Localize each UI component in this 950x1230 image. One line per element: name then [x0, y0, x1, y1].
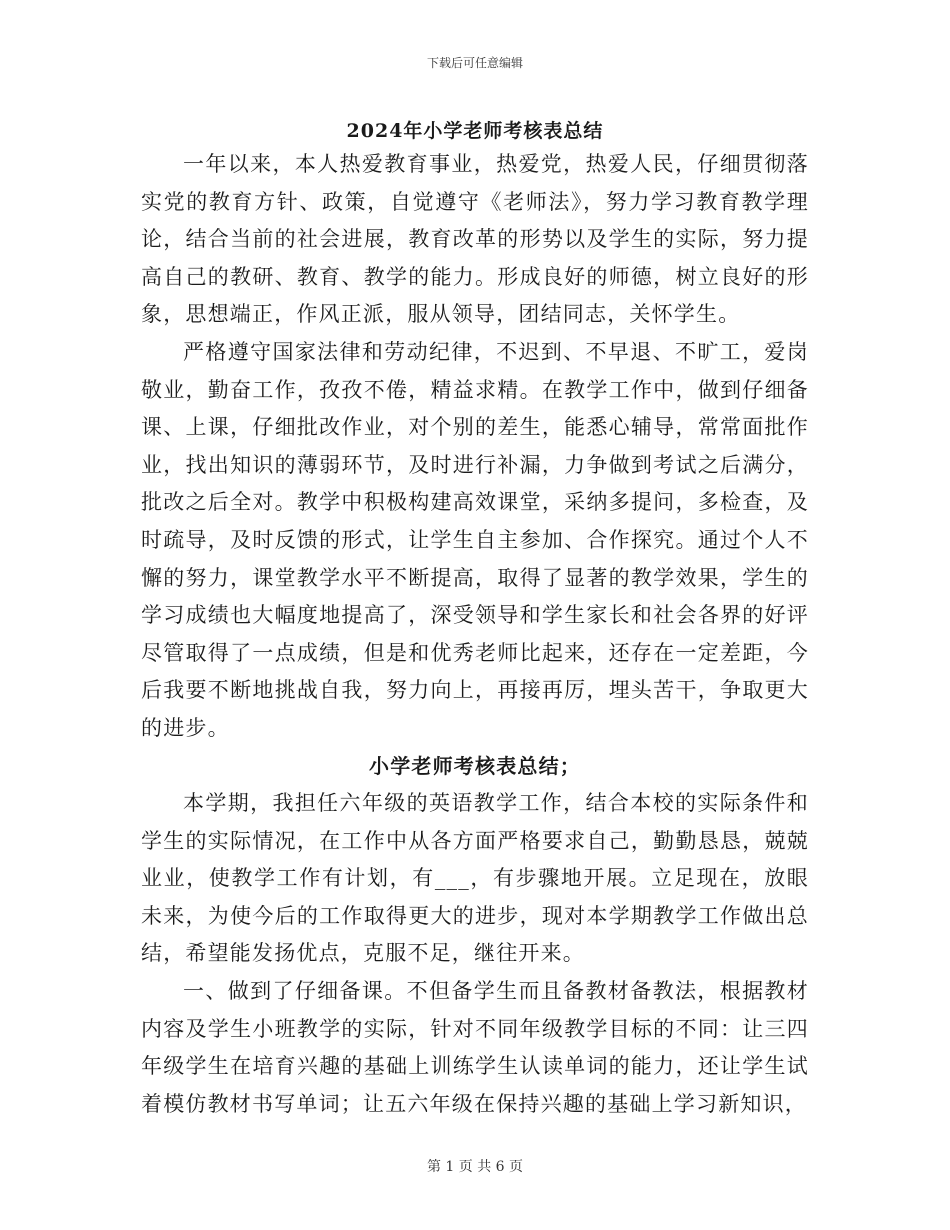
- page-number: 第 1 页 共 6 页: [426, 1159, 524, 1175]
- header-note: 下载后可任意编辑: [426, 56, 523, 70]
- document-body: [141, 146, 809, 1123]
- paragraph: 一、做到了仔细备课。不但备学生而且备教材备教法，根据教材内容及学生小班教学的实际，针对不同年级教学目标的不同：让三四年级学生在培育兴趣的基础上训练学生认读单词的能力，还让学生试着模仿教材书写单词；让五六年级在保持兴趣的基础上学习新知识，: [141, 979, 809, 1116]
- paragraph: 严格遵守国家法律和劳动纪律，不迟到、不早退、不旷工，爱岗敬业，勤奋工作，孜孜不倦，精益求精。在教学工作中，做到仔细备课、上课，仔细批改作业，对个别的差生，能悉心辅导，常常面批作业，找出知识的薄弱环节，及时进行补漏，力争做到考试之后满分，批改之后全对。教学中积极构建高效课堂，采纳多提问，多检查，及时疏导，及时反馈的形式，让学生自主参加、合作探究。通过个人不懈的努力，课堂教学水平不断提高，取得了显著的教学效果，学生的学习成绩也大幅度地提高了，深受领导和学生家长和社会各界的好评尽管取得了一点成绩，但是和优秀老师比起来，还存在一定差距，今后我要不断地挑战自我，努力向上，再接再厉，埋头苦干，争取更大的进步。: [141, 339, 809, 740]
- document-title: 2024年小学老师考核表总结: [346, 120, 604, 142]
- paragraph: 一年以来，本人热爱教育事业，热爱党，热爱人民，仔细贯彻落实党的教育方针、政策，自觉遵守《老师法》，努力学习教育教学理论，结合当前的社会进展，教育改革的形势以及学生的实际，努力提高自己的教研、教育、教学的能力。形成良好的师德，树立良好的形象，思想端正，作风正派，服从领导，团结同志，关怀学生。: [141, 152, 809, 327]
- paragraph: 本学期，我担任六年级的英语教学工作，结合本校的实际条件和学生的实际情况，在工作中从各方面严格要求自己，勤勤恳恳，兢兢业业，使教学工作有计划，有___，有步骤地开展。立足现在，放眼未来，为使今后的工作取得更大的进步，现对本学期教学工作做出总结，希望能发扬优点，克服不足，继往开来。: [141, 791, 809, 966]
- section-title: 小学老师考核表总结；: [369, 753, 581, 778]
